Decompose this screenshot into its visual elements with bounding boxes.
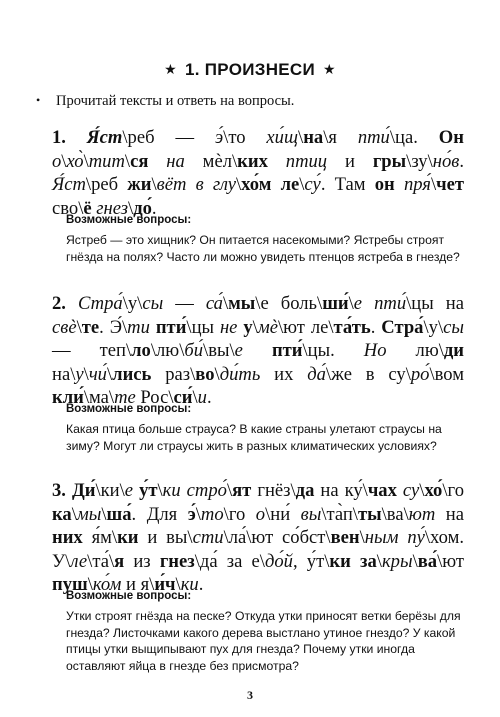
text-segment: \	[252, 316, 258, 338]
text-segment: \	[87, 574, 93, 596]
questions-label: Возможные вопросы:	[66, 214, 192, 226]
text-segment: но́в	[432, 150, 460, 172]
text-segment: ным	[364, 527, 399, 549]
text-segment: пти́	[374, 293, 407, 314]
text-segment: \	[76, 316, 82, 338]
text-segment: за	[360, 550, 377, 572]
text-segment: гры	[372, 150, 407, 172]
text-segment	[268, 151, 286, 172]
text-segment: .	[370, 316, 382, 338]
text-segment: .	[151, 197, 157, 219]
text-segment: ле	[280, 174, 300, 196]
text-segment: я	[114, 550, 125, 572]
text-segment: \	[214, 363, 220, 385]
text-segment: хо̀	[66, 150, 84, 172]
text-segment	[271, 174, 280, 195]
star-icon: ★	[323, 61, 336, 77]
text-segment: вы	[300, 503, 322, 525]
text-segment: и	[197, 387, 207, 409]
text-segment: \вом	[429, 363, 464, 385]
page-number: 3	[247, 688, 253, 702]
text-segment: . Э́\	[99, 316, 128, 338]
text-segment: ся	[130, 150, 149, 172]
text-segment: на	[166, 150, 185, 172]
text-segment: е	[234, 340, 243, 362]
text-segment: э́	[214, 127, 224, 148]
text-segment: он	[374, 174, 395, 196]
text-segment: .	[206, 387, 212, 409]
text-segment: и вы\	[138, 527, 193, 549]
text-segment: \	[128, 197, 134, 219]
text-segment	[186, 174, 195, 195]
text-segment: кры	[381, 550, 413, 572]
text-segment: до́й	[264, 550, 293, 572]
text-segment: \	[376, 550, 382, 572]
text-segment: в глу	[195, 174, 236, 196]
text-segment: .	[198, 574, 204, 596]
text-segment	[362, 293, 374, 314]
section-number: 2.	[52, 293, 66, 314]
text-segment: .	[459, 150, 464, 172]
text-segment	[148, 151, 166, 172]
text-segment: \	[419, 480, 425, 501]
text-segment: е	[124, 480, 134, 501]
text-segment: ки	[117, 527, 139, 549]
text-segment: сти	[192, 527, 224, 549]
text-segment: — теп\	[52, 340, 132, 362]
page-heading	[0, 60, 500, 80]
text-segment: не	[219, 316, 238, 338]
text-segment: Ди́	[71, 480, 96, 501]
text-segment: гнез	[96, 197, 129, 219]
text-segment	[395, 174, 404, 195]
text-segment: да́	[307, 363, 326, 385]
reading-text-1	[52, 126, 464, 220]
text-segment: \	[124, 150, 131, 172]
text-segment: \	[226, 480, 233, 501]
text-segment: у́т	[139, 480, 158, 501]
text-segment: ких	[237, 150, 268, 172]
text-segment: раз\	[151, 363, 196, 385]
text-segment: хи́щ	[266, 127, 299, 148]
text-segment	[351, 551, 360, 572]
text-segment: те	[81, 316, 100, 338]
text-segment: \ни́	[265, 503, 301, 525]
text-segment: \	[71, 503, 77, 525]
text-segment: пти́	[155, 316, 187, 338]
text-segment: ши́	[322, 293, 349, 314]
questions-text: Утки строят гнёзда на песке? Откуда утки приносят ветки берёзы для гнезда? Листочками какого дерева выстлано утиное гнездо? У какой птицы утки выщипывают пух для гнезда? Почему утки иногда оставляют яйца в гнезде без присмотра?	[66, 609, 461, 673]
text-segment: хо́м	[241, 174, 272, 196]
text-segment: гнез	[159, 550, 195, 572]
text-segment: вен	[330, 527, 360, 549]
text-segment: ва́	[417, 550, 438, 572]
text-segment: о	[52, 150, 62, 172]
text-segment: \у\	[122, 293, 143, 314]
text-segment: сво\	[52, 197, 84, 219]
section-number: 1.	[52, 127, 66, 148]
text-segment: \	[236, 174, 242, 196]
text-segment: \	[61, 150, 67, 172]
text-segment: чах	[367, 480, 397, 501]
text-segment: . Там	[320, 174, 375, 196]
text-segment: на	[303, 127, 324, 148]
text-segment: \цы.	[302, 340, 364, 362]
text-segment: си́	[173, 387, 193, 409]
text-segment: на ку́\	[314, 480, 368, 501]
text-segment: би́	[184, 340, 204, 362]
text-segment: мѐл\	[184, 150, 238, 172]
text-segment: кли́	[52, 387, 84, 409]
text-segment: \хом. У\	[52, 527, 464, 572]
text-segment: \	[83, 363, 89, 385]
text-segment: \	[101, 503, 107, 525]
text-segment: ло	[131, 340, 151, 362]
text-segment: . Для	[131, 503, 188, 525]
text-segment: \го	[223, 503, 256, 525]
text-segment: мѐ	[257, 316, 278, 338]
text-segment: сы	[142, 293, 164, 314]
star-icon: ★	[164, 61, 177, 77]
text-segment: чет	[436, 174, 464, 196]
text-segment: е	[353, 293, 363, 314]
text-segment: ша́	[106, 503, 132, 525]
text-segment: Но	[363, 340, 387, 362]
text-segment: \е боль\	[255, 293, 323, 314]
text-segment: \	[298, 127, 304, 148]
text-segment: \то	[223, 127, 267, 148]
text-segment: Он	[438, 127, 464, 148]
text-segment: , у́т\	[292, 550, 330, 572]
text-segment: \ла́\ют со́бст\	[223, 527, 331, 549]
text-segment: \	[348, 293, 354, 314]
text-segment: на\	[52, 363, 76, 385]
text-segment: \	[151, 174, 157, 196]
text-segment: \ки\	[95, 480, 125, 501]
text-segment: ти	[127, 316, 150, 338]
text-segment: пу́	[407, 527, 425, 549]
text-segment: \цы	[186, 316, 220, 338]
text-segment: да	[295, 480, 315, 501]
text-segment: свѐ	[52, 316, 77, 338]
text-segment: су́	[304, 174, 321, 196]
text-segment: \ют	[437, 550, 465, 572]
text-segment: э́	[187, 503, 196, 525]
text-segment: ди	[443, 340, 464, 362]
text-segment: \у\	[423, 316, 444, 338]
text-segment: то	[200, 503, 224, 525]
text-segment: мы	[76, 503, 102, 525]
text-segment: гнёз\	[251, 480, 296, 501]
text-segment: стро́	[186, 480, 227, 501]
text-segment: \та́\	[87, 550, 115, 572]
text-segment: \зу\	[406, 150, 433, 172]
text-segment: \	[359, 527, 365, 549]
text-segment: та́ть	[333, 316, 371, 338]
text-segment: \та̀п\	[321, 503, 358, 525]
text-segment: пти́	[271, 340, 303, 362]
text-segment: я́м\	[82, 527, 118, 549]
text-segment: ют	[408, 503, 436, 525]
text-segment: тит	[88, 150, 125, 172]
text-segment: у	[243, 316, 253, 338]
reading-text-3	[52, 479, 464, 597]
text-segment: о	[255, 503, 266, 525]
text-segment: птиц	[285, 150, 328, 172]
text-segment: \ца.	[389, 127, 439, 148]
text-segment: \	[222, 293, 229, 314]
text-segment: мы	[228, 293, 256, 314]
text-segment: \реб	[85, 174, 128, 196]
text-segment: них	[52, 527, 83, 549]
text-segment: пти́	[357, 127, 390, 148]
text-body	[52, 293, 464, 408]
text-segment: Я́ст	[86, 127, 123, 148]
text-segment: су	[402, 480, 420, 501]
text-segment: ты	[357, 503, 382, 525]
text-segment: те	[114, 387, 136, 409]
text-segment: Рос\	[135, 387, 174, 409]
text-segment: до́	[133, 197, 152, 219]
text-body	[52, 480, 464, 595]
text-segment: \	[412, 550, 418, 572]
text-segment: на	[435, 503, 464, 525]
text-segment: ят	[232, 480, 252, 501]
text-segment: лись	[112, 363, 152, 385]
text-segment: и	[327, 150, 373, 172]
text-segment: \	[83, 150, 89, 172]
questions-label: Возможные вопросы:	[66, 403, 192, 415]
text-segment: пуш	[52, 574, 88, 596]
text-segment: ки	[162, 480, 181, 501]
text-segment: \го	[442, 480, 464, 501]
text-segment: ки	[329, 550, 351, 572]
text-segment: ко́м	[92, 574, 122, 596]
text-segment: Стра́	[78, 293, 123, 314]
text-segment: \да́ за е\	[194, 550, 265, 572]
text-segment: ё	[83, 197, 92, 219]
text-segment: ди́ть	[219, 363, 261, 385]
text-segment: чи́	[88, 363, 107, 385]
text-segment: у	[75, 363, 84, 385]
text-segment: \ма\	[83, 387, 115, 409]
text-segment: \	[157, 480, 163, 501]
text-segment: пря́	[403, 174, 431, 196]
text-segment: \я	[323, 127, 358, 148]
text-segment: хо́	[424, 480, 443, 501]
text-segment: \	[195, 503, 201, 525]
questions-text: Ястреб — это хищник? Он питается насекомыми? Ястребы строят гнёзда на полях? Часто ли можно увидеть птенцов ястреба в гнезде?	[66, 233, 460, 264]
heading-title: 1. ПРОИЗНЕСИ	[184, 60, 316, 79]
text-segment: ка	[52, 503, 72, 525]
text-segment: \цы на	[406, 293, 464, 314]
bullet-icon: •	[36, 93, 41, 107]
text-segment: во	[195, 363, 215, 385]
text-segment: лю\	[386, 340, 444, 362]
text-segment: Стра́	[381, 316, 424, 338]
text-segment: са́	[205, 293, 223, 314]
text-segment	[398, 527, 407, 548]
text-segment: и́ч	[154, 574, 176, 596]
instruction	[36, 92, 470, 110]
reading-text-2	[52, 292, 464, 410]
instruction-text: Прочитай тексты и ответь на вопросы.	[56, 93, 295, 109]
text-body	[52, 127, 464, 219]
questions-label: Возможные вопросы:	[66, 590, 192, 602]
text-segment: —	[163, 293, 206, 314]
text-segment: \	[192, 387, 198, 409]
text-segment: \же в су\	[325, 363, 411, 385]
text-segment: \ва\	[381, 503, 409, 525]
text-segment: ле	[70, 550, 88, 572]
text-segment: \	[299, 174, 305, 196]
text-segment: жи	[127, 174, 152, 196]
text-segment: \вы\	[203, 340, 235, 362]
questions-text: Какая птица больше страуса? В какие страны улетают страусы на зиму? Могут ли страусы жить в разных климатических условиях?	[66, 422, 442, 453]
text-segment: сы	[443, 316, 464, 338]
text-segment: Я́ст	[52, 174, 86, 196]
text-segment: ки	[180, 574, 199, 596]
text-segment: \реб —	[122, 127, 215, 148]
text-segment: \лю\	[150, 340, 185, 362]
text-segment	[243, 340, 272, 361]
text-segment: их	[260, 363, 308, 385]
text-segment: \ют ле\	[277, 316, 334, 338]
section-number: 3.	[52, 480, 66, 501]
text-segment: \	[430, 174, 437, 196]
text-segment: и я\	[121, 574, 155, 596]
text-segment: \	[106, 363, 113, 385]
text-segment: из	[124, 550, 160, 572]
text-segment: ро́	[410, 363, 430, 385]
text-segment: \	[175, 574, 181, 596]
text-segment: вёт	[156, 174, 187, 196]
